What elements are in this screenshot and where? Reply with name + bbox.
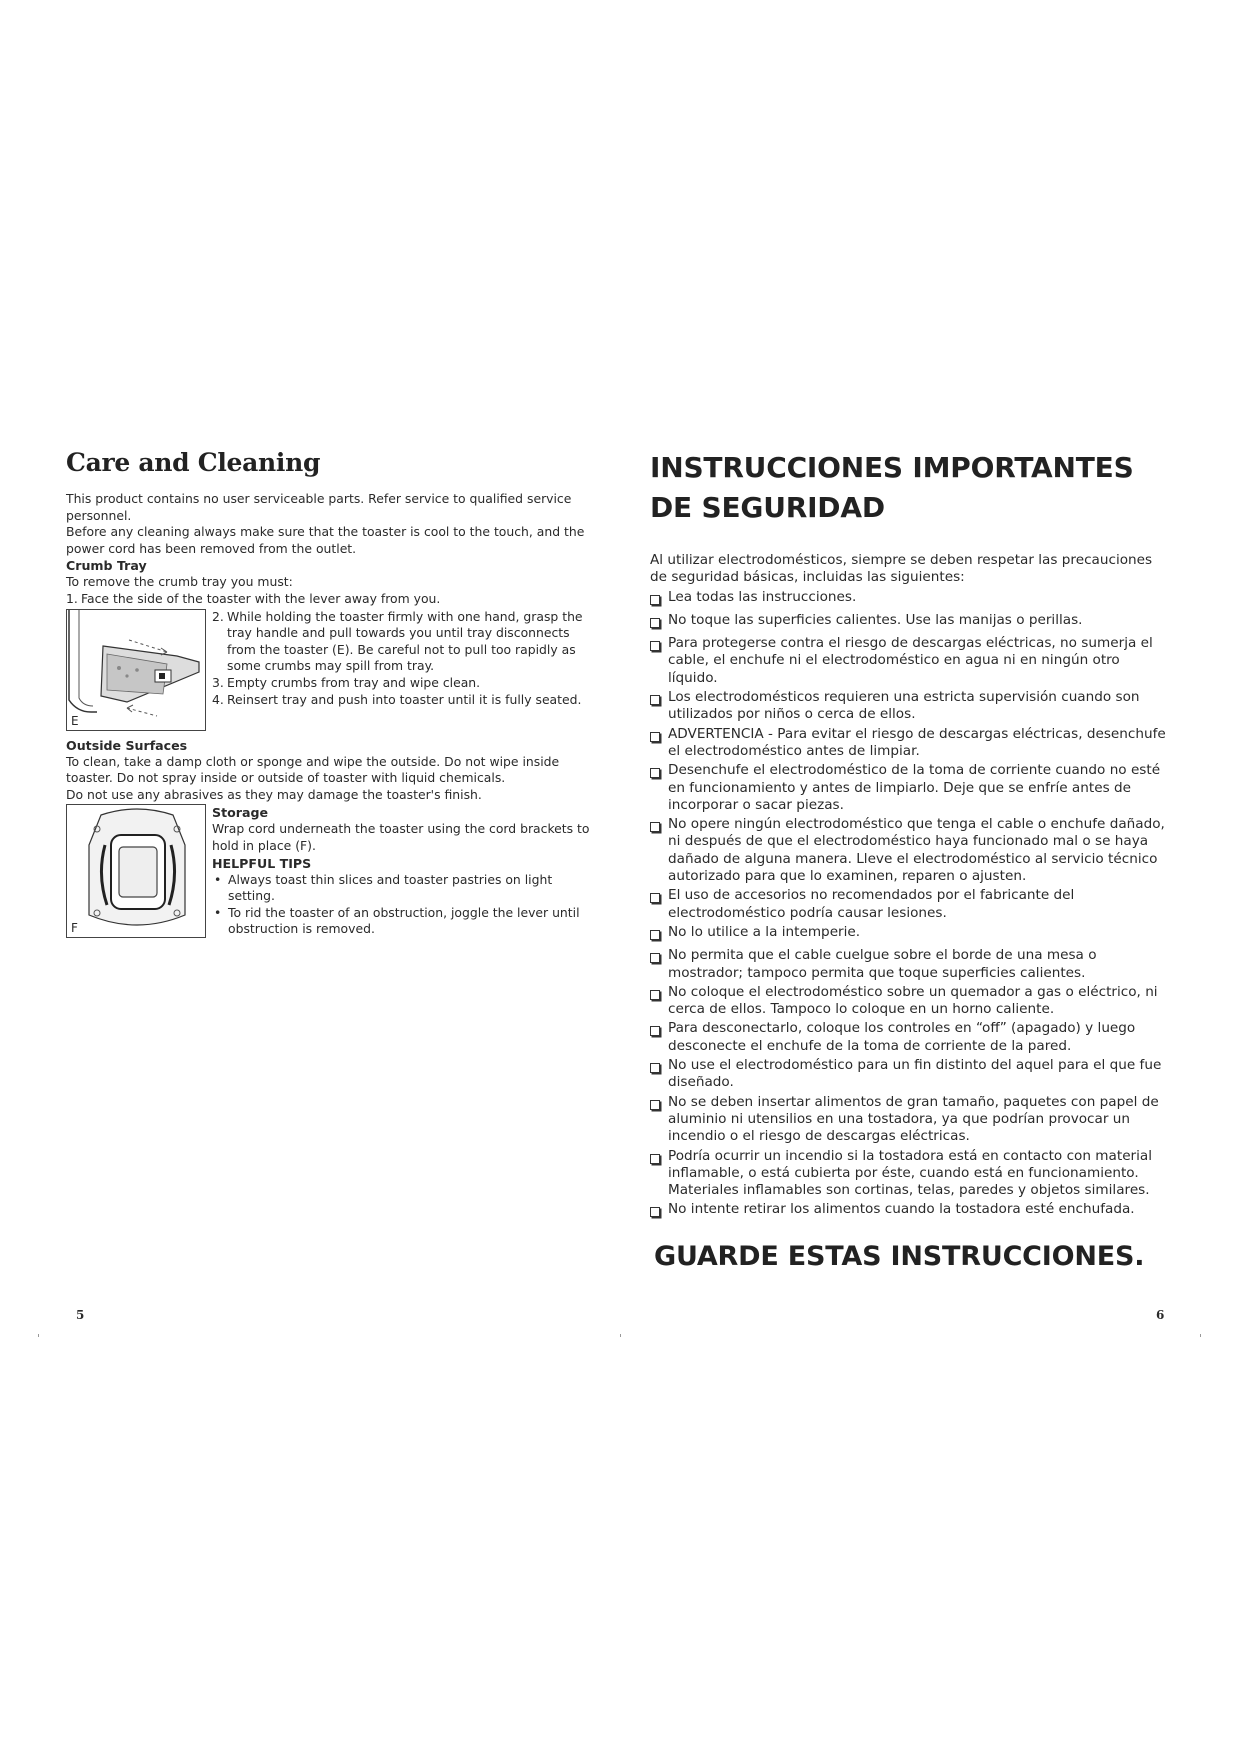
safety-item [650, 816, 1170, 885]
page-number-right: 6 [1156, 1308, 1165, 1322]
checkbox-bullet-icon [650, 1148, 668, 1200]
crop-mark [38, 1334, 39, 1337]
figure-f-label: F [71, 921, 78, 936]
outside-paragraph-2: Do not use any abrasives as they may damage the toaster's finish. [66, 786, 482, 802]
figure-e-label: E [71, 713, 79, 728]
storage-heading: Storage [212, 805, 269, 821]
safety-item-text: Para protegerse contra el riesgo de descargas eléctricas, no sumerja el cable, el enchufe ni el electrodoméstico en agua ni en ningún otro líquido. [668, 635, 1153, 686]
tip-1: • Always toast thin slices and toaster pastries on light setting. [214, 871, 553, 904]
safety-item-text: El uso de accesorios no recomendados por el fabricante del electrodoméstico podría causar lesiones. [668, 887, 1075, 921]
storage-and-tips [206, 804, 596, 938]
safety-item-text: No lo utilice a la intemperie. [668, 923, 861, 940]
safety-item [650, 589, 1170, 610]
checkbox-bullet-icon [650, 924, 668, 945]
safety-item-text: No toque las superficies calientes. Use las manijas o perillas. [668, 611, 1083, 628]
storage-figure-row [66, 804, 596, 938]
safety-item-text: ADVERTENCIA - Para evitar el riesgo de descargas eléctricas, desenchufe el electrodoméstico antes de limpiar. [668, 725, 1166, 759]
safety-item-text: Desenchufe el electrodoméstico de la toma de corriente cuando no esté en funcionamiento y antes de limpiarlo. Deje que se enfríe antes de incorporar o sacar piezas. [668, 762, 1161, 813]
safety-intro: Al utilizar electrodomésticos, siempre se deben respetar las precauciones de seguridad básicas, incluidas las siguientes: [650, 552, 1153, 586]
checkbox-bullet-icon [650, 1057, 668, 1092]
page-number-left: 5 [76, 1308, 85, 1322]
checkbox-bullet-icon [650, 1094, 668, 1146]
safety-list [650, 589, 1170, 1223]
safety-title [650, 448, 1170, 528]
safety-item [650, 984, 1170, 1019]
safety-item [650, 924, 1170, 945]
safety-item [650, 1057, 1170, 1092]
checkbox-bullet-icon [650, 816, 668, 885]
safety-item-text: No use el electrodoméstico para un fin distinto del aquel para el que fue diseñado. [668, 1057, 1162, 1091]
safety-title-line-1: INSTRUCCIONES IMPORTANTES [650, 451, 1134, 484]
step-2: 2. While holding the toaster firmly with one hand, grasp the tray handle and pull towards you until tray disconnects from the toaster (E). Be careful not to pull too rapidly as some crumbs may spill from tray. [212, 608, 583, 674]
crumb-tray-illustration [67, 610, 205, 730]
safety-item-text: No se deben insertar alimentos de gran tamaño, paquetes con papel de aluminio ni utensilios en una tostadora, ya que podrían provocar un incendio o el riesgo de descargas eléctricas. [668, 1093, 1159, 1145]
safety-title-line-2: DE SEGURIDAD [650, 491, 885, 524]
safety-item [650, 689, 1170, 724]
checkbox-bullet-icon [650, 947, 668, 982]
checkbox-bullet-icon [650, 887, 668, 922]
safety-item-text: No permita que el cable cuelgue sobre el borde de una mesa o mostrador; tampoco permita que toque superficies calientes. [668, 947, 1097, 981]
checkbox-bullet-icon [650, 635, 668, 687]
safety-item [650, 635, 1170, 687]
care-cleaning-title: Care and Cleaning [66, 448, 321, 477]
safety-item-text: No opere ningún electrodoméstico que tenga el cable o enchufe dañado, ni después de que el electrodoméstico haya funcionado mal o se haya dañado de alguna manera. Lleve el electrodoméstico al servicio técnico autorizado para que lo examinen, reparen o ajusten. [668, 816, 1165, 885]
crumb-steps-continued [206, 609, 596, 731]
checkbox-bullet-icon [650, 589, 668, 610]
storage-text: Wrap cord underneath the toaster using the cord brackets to hold in place (F). [212, 821, 590, 853]
crop-mark [620, 1334, 621, 1337]
safety-item-text: Los electrodomésticos requieren una estricta supervisión cuando son utilizados por niños o cerca de ellos. [668, 689, 1140, 723]
guarde-instrucciones: GUARDE ESTAS INSTRUCCIONES. [654, 1240, 1145, 1272]
safety-item [650, 1094, 1170, 1146]
crop-mark [1200, 1334, 1201, 1337]
intro-paragraph-1: This product contains no user serviceable parts. Refer service to qualified service personnel. [66, 491, 572, 523]
outside-paragraph-1: To clean, take a damp cloth or sponge and wipe the outside. Do not wipe inside toaster. Do not spray inside or outside of toaster with liquid chemicals. [66, 753, 560, 786]
safety-item [650, 762, 1170, 814]
safety-item-text: Podría ocurrir un incendio si la tostadora está en contacto con material inflamable, o está cubierta por éste, cuando está en funcionamiento. Materiales inflamables son cortinas, telas, paredes y objetos similares. [668, 1147, 1153, 1199]
left-page [66, 448, 596, 938]
safety-item [650, 1020, 1170, 1055]
step-1: 1. Face the side of the toaster with the lever away from you. [66, 590, 441, 606]
checkbox-bullet-icon [650, 984, 668, 1019]
safety-item-text: Para desconectarlo, coloque los controles en “off” (apagado) y luego desconecte el enchufe de la toma de corriente de la pared. [668, 1020, 1136, 1054]
figure-f [66, 804, 206, 938]
safety-item-text: No intente retirar los alimentos cuando la tostadora esté enchufada. [668, 1201, 1135, 1218]
checkbox-bullet-icon [650, 762, 668, 814]
safety-item-text: Lea todas las instrucciones. [668, 588, 857, 605]
checkbox-bullet-icon [650, 1201, 668, 1222]
tip-2: • To rid the toaster of an obstruction, joggle the lever until obstruction is removed. [214, 904, 580, 937]
right-page [650, 448, 1170, 1272]
checkbox-bullet-icon [650, 689, 668, 724]
crumb-tray-intro: To remove the crumb tray you must: [66, 574, 293, 590]
safety-item [650, 947, 1170, 982]
crumb-tray-figure-row [66, 609, 596, 731]
safety-item [650, 612, 1170, 633]
figure-e [66, 609, 206, 731]
step-3: 3. Empty crumbs from tray and wipe clean. [212, 674, 481, 690]
cord-storage-illustration [67, 805, 205, 937]
safety-item [650, 887, 1170, 922]
checkbox-bullet-icon [650, 726, 668, 761]
safety-item-text: No coloque el electrodoméstico sobre un quemador a gas o eléctrico, ni cerca de ellos. Tampoco lo coloque en un horno caliente. [668, 983, 1158, 1018]
crumb-tray-heading: Crumb Tray [66, 558, 147, 574]
checkbox-bullet-icon [650, 1020, 668, 1055]
checkbox-bullet-icon [650, 612, 668, 633]
outside-surfaces-heading: Outside Surfaces [66, 737, 188, 753]
intro-paragraph-2: Before any cleaning always make sure that the toaster is cool to the touch, and the power cord has been removed from the outlet. [66, 524, 585, 556]
safety-item [650, 1148, 1170, 1200]
safety-item [650, 726, 1170, 761]
helpful-tips-heading: HELPFUL TIPS [212, 855, 312, 871]
safety-item [650, 1201, 1170, 1222]
step-4: 4. Reinsert tray and push into toaster until it is fully seated. [212, 691, 582, 707]
